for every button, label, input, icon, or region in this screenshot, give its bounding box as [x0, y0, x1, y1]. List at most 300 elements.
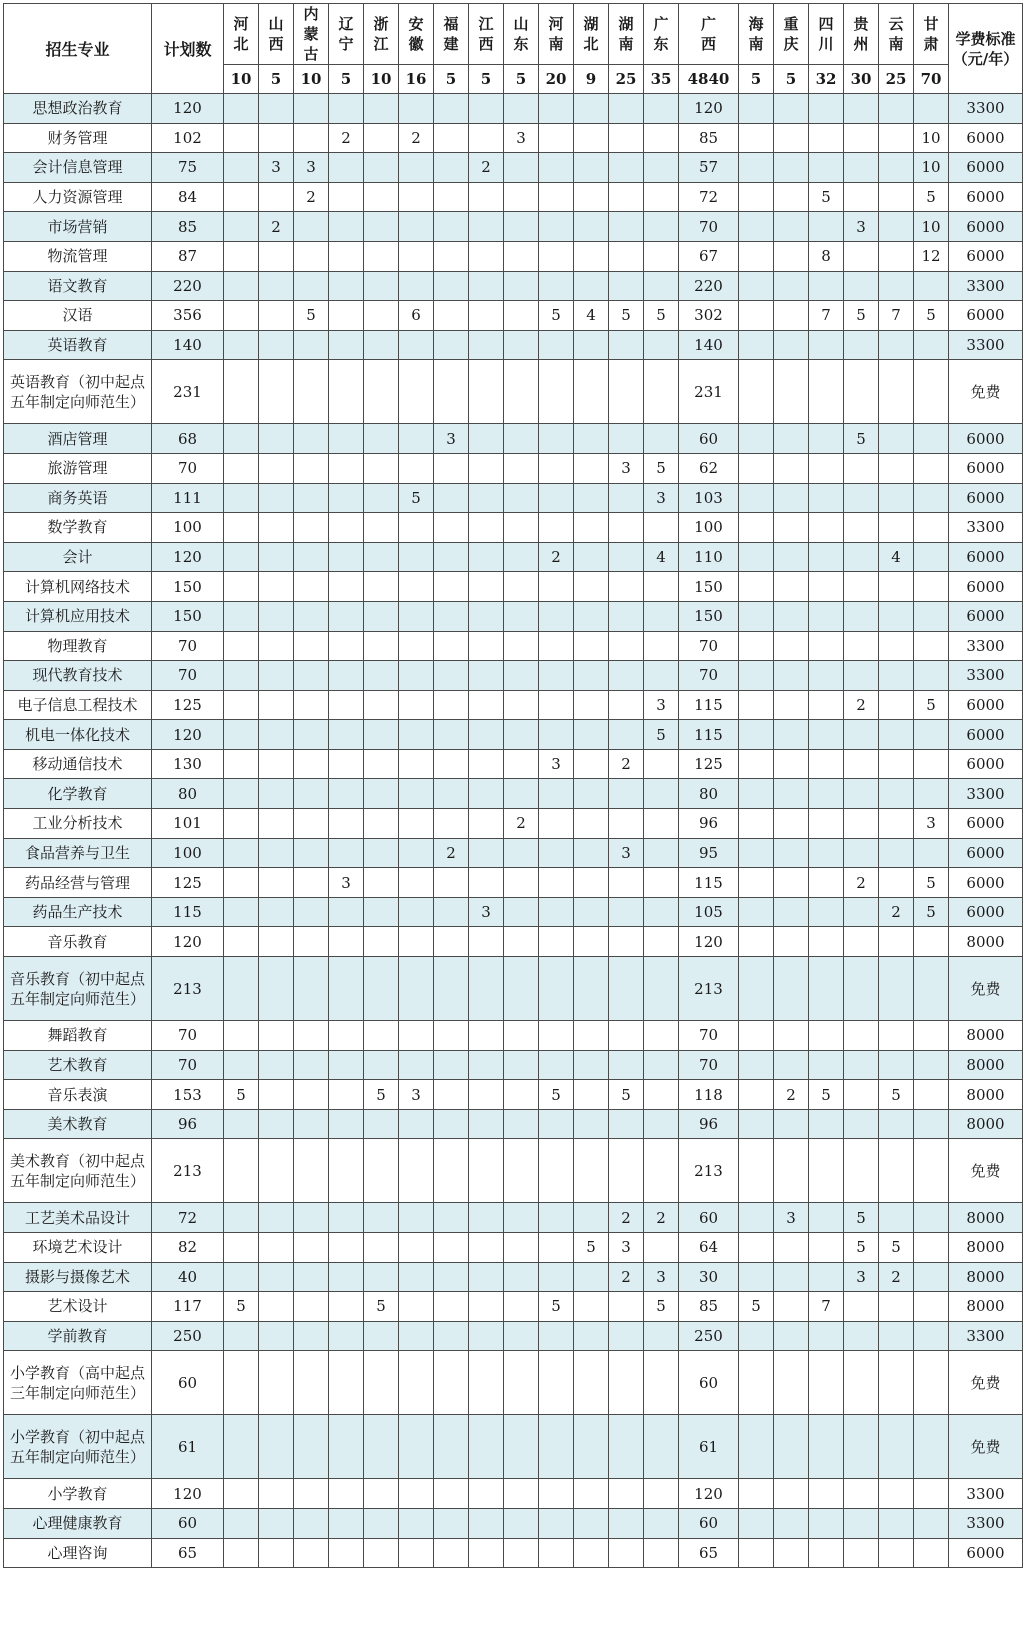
province-count-cell	[399, 241, 434, 271]
province-count-cell	[259, 1321, 294, 1351]
province-count-cell	[914, 1021, 949, 1051]
province-count-cell	[399, 1109, 434, 1139]
province-count-cell: 30	[679, 1262, 739, 1292]
province-count-cell	[774, 927, 809, 957]
province-count-cell	[739, 868, 774, 898]
province-count-cell	[809, 690, 844, 720]
province-quota: 5	[739, 65, 774, 94]
province-count-cell: 5	[914, 182, 949, 212]
province-count-cell	[434, 1203, 469, 1233]
province-count-cell	[809, 779, 844, 809]
province-count-cell: 5	[644, 301, 679, 331]
province-quota: 5	[469, 65, 504, 94]
major-cell: 汉语	[4, 301, 152, 331]
province-quota: 4840	[679, 65, 739, 94]
province-count-cell	[644, 838, 679, 868]
province-count-cell	[259, 1479, 294, 1509]
province-count-cell	[329, 572, 364, 602]
province-count-cell	[469, 1262, 504, 1292]
province-count-cell	[879, 483, 914, 513]
plan-cell: 231	[152, 360, 224, 424]
major-cell: 艺术教育	[4, 1050, 152, 1080]
province-count-cell	[364, 1538, 399, 1568]
fee-cell: 6000	[949, 690, 1023, 720]
province-count-cell	[844, 453, 879, 483]
province-count-cell	[774, 1415, 809, 1479]
province-name: 河南	[548, 15, 564, 53]
province-count-cell	[644, 631, 679, 661]
province-count-cell	[644, 1415, 679, 1479]
province-count-cell	[774, 720, 809, 750]
table-row	[4, 1508, 1023, 1538]
province-count-cell	[879, 661, 914, 691]
province-count-cell	[434, 927, 469, 957]
province-count-cell	[504, 690, 539, 720]
province-count-cell: 3	[469, 897, 504, 927]
province-count-cell: 5	[739, 1292, 774, 1322]
province-count-cell	[574, 1538, 609, 1568]
province-count-cell	[224, 271, 259, 301]
province-count-cell	[504, 1415, 539, 1479]
table-row	[4, 1233, 1023, 1263]
province-quota: 16	[399, 65, 434, 94]
province-count-cell: 3	[844, 212, 879, 242]
province-count-cell	[469, 483, 504, 513]
province-count-cell	[539, 631, 574, 661]
province-count-cell	[469, 1508, 504, 1538]
province-count-cell	[294, 1292, 329, 1322]
province-count-cell	[259, 1050, 294, 1080]
province-count-cell	[469, 424, 504, 454]
province-count-cell	[809, 897, 844, 927]
province-count-cell	[329, 542, 364, 572]
major-cell: 会计	[4, 542, 152, 572]
table-row	[4, 330, 1023, 360]
province-count-cell	[399, 1233, 434, 1263]
province-count-cell	[644, 271, 679, 301]
province-count-cell	[844, 1080, 879, 1110]
province-count-cell	[914, 453, 949, 483]
province-count-cell	[504, 453, 539, 483]
province-count-cell	[364, 1508, 399, 1538]
province-count-cell	[774, 513, 809, 543]
fee-cell: 8000	[949, 1203, 1023, 1233]
province-count-cell	[469, 1538, 504, 1568]
province-count-cell	[539, 182, 574, 212]
province-count-cell	[399, 661, 434, 691]
province-quota: 5	[329, 65, 364, 94]
province-count-cell	[434, 1021, 469, 1051]
province-count-cell	[434, 572, 469, 602]
province-count-cell	[844, 360, 879, 424]
province-count-cell	[774, 838, 809, 868]
province-count-cell	[774, 572, 809, 602]
major-cell: 小学教育（初中起点五年制定向师范生）	[4, 1415, 152, 1479]
province-count-cell	[739, 271, 774, 301]
province-count-cell	[469, 661, 504, 691]
province-count-cell: 2	[609, 1262, 644, 1292]
province-count-cell	[609, 1508, 644, 1538]
province-count-cell	[259, 1351, 294, 1415]
province-count-cell	[469, 241, 504, 271]
province-count-cell	[539, 424, 574, 454]
major-cell: 音乐教育（初中起点五年制定向师范生）	[4, 957, 152, 1021]
province-count-cell	[399, 927, 434, 957]
province-count-cell: 5	[914, 868, 949, 898]
province-count-cell	[739, 661, 774, 691]
province-count-cell	[539, 241, 574, 271]
plan-cell: 85	[152, 212, 224, 242]
table-header	[4, 4, 1023, 94]
province-count-cell	[224, 927, 259, 957]
province-count-cell	[809, 661, 844, 691]
province-count-cell	[329, 779, 364, 809]
province-count-cell: 3	[399, 1080, 434, 1110]
province-count-cell	[914, 838, 949, 868]
province-count-cell	[504, 513, 539, 543]
province-count-cell	[469, 1351, 504, 1415]
province-count-cell	[809, 957, 844, 1021]
province-count-cell	[469, 1050, 504, 1080]
province-count-cell	[259, 1508, 294, 1538]
province-count-cell	[609, 1321, 644, 1351]
province-count-cell	[574, 453, 609, 483]
province-count-cell	[259, 1292, 294, 1322]
province-count-cell	[774, 690, 809, 720]
province-count-cell: 7	[809, 1292, 844, 1322]
province-count-cell	[809, 330, 844, 360]
province-count-cell	[434, 957, 469, 1021]
province-count-cell	[329, 1021, 364, 1051]
province-count-cell	[644, 513, 679, 543]
province-count-cell	[914, 779, 949, 809]
plan-cell: 82	[152, 1233, 224, 1263]
province-count-cell	[739, 838, 774, 868]
province-count-cell	[294, 271, 329, 301]
province-count-cell	[644, 927, 679, 957]
province-count-cell	[329, 1351, 364, 1415]
province-quota: 10	[224, 65, 259, 94]
table-row	[4, 513, 1023, 543]
major-cell: 工业分析技术	[4, 809, 152, 839]
province-count-cell	[539, 1321, 574, 1351]
province-count-cell	[914, 271, 949, 301]
province-count-cell	[644, 330, 679, 360]
province-count-cell: 96	[679, 809, 739, 839]
plan-cell: 70	[152, 453, 224, 483]
province-count-cell: 5	[914, 897, 949, 927]
province-count-cell	[399, 720, 434, 750]
major-cell: 音乐表演	[4, 1080, 152, 1110]
province-count-cell: 2	[504, 809, 539, 839]
fee-cell: 6000	[949, 241, 1023, 271]
province-count-cell	[809, 1233, 844, 1263]
province-count-cell	[574, 1021, 609, 1051]
province-count-cell	[294, 1321, 329, 1351]
province-count-cell	[574, 661, 609, 691]
province-count-cell	[774, 1292, 809, 1322]
province-count-cell	[539, 572, 574, 602]
province-count-cell	[364, 927, 399, 957]
province-count-cell	[469, 927, 504, 957]
fee-cell: 3300	[949, 779, 1023, 809]
province-quota: 30	[844, 65, 879, 94]
province-count-cell	[879, 1139, 914, 1203]
province-count-cell	[469, 809, 504, 839]
table-row	[4, 1479, 1023, 1509]
province-count-cell	[434, 1415, 469, 1479]
province-count-cell	[259, 957, 294, 1021]
province-count-cell: 2	[539, 542, 574, 572]
province-count-cell	[644, 360, 679, 424]
province-count-cell	[294, 661, 329, 691]
fee-cell: 6000	[949, 301, 1023, 331]
province-count-cell	[809, 212, 844, 242]
province-count-cell	[844, 897, 879, 927]
province-header	[434, 4, 469, 65]
table-row	[4, 1415, 1023, 1479]
province-count-cell	[809, 572, 844, 602]
province-count-cell	[574, 1508, 609, 1538]
province-count-cell: 3	[294, 153, 329, 183]
table-row	[4, 241, 1023, 271]
province-count-cell: 7	[809, 301, 844, 331]
province-count-cell: 2	[469, 153, 504, 183]
province-count-cell	[259, 572, 294, 602]
province-count-cell	[294, 838, 329, 868]
fee-cell: 6000	[949, 601, 1023, 631]
province-quota: 32	[809, 65, 844, 94]
province-count-cell	[469, 271, 504, 301]
province-count-cell	[399, 631, 434, 661]
plan-cell: 87	[152, 241, 224, 271]
plan-cell: 70	[152, 1021, 224, 1051]
province-count-cell	[879, 1050, 914, 1080]
province-count-cell	[259, 453, 294, 483]
province-count-cell	[574, 749, 609, 779]
province-count-cell	[399, 868, 434, 898]
province-count-cell	[434, 897, 469, 927]
major-cell: 英语教育	[4, 330, 152, 360]
province-count-cell	[259, 1233, 294, 1263]
province-count-cell	[259, 1021, 294, 1051]
province-count-cell	[294, 1233, 329, 1263]
fee-cell: 3300	[949, 330, 1023, 360]
province-count-cell	[504, 1351, 539, 1415]
province-count-cell	[259, 1262, 294, 1292]
province-count-cell: 140	[679, 330, 739, 360]
province-count-cell: 60	[679, 1203, 739, 1233]
province-count-cell	[539, 1021, 574, 1051]
province-count-cell	[364, 690, 399, 720]
province-count-cell	[469, 1233, 504, 1263]
province-count-cell	[294, 690, 329, 720]
fee-cell: 3300	[949, 271, 1023, 301]
province-count-cell	[224, 631, 259, 661]
province-count-cell	[224, 779, 259, 809]
province-count-cell	[294, 779, 329, 809]
province-count-cell	[774, 749, 809, 779]
province-count-cell	[844, 123, 879, 153]
province-count-cell	[329, 631, 364, 661]
major-cell: 药品经营与管理	[4, 868, 152, 898]
province-count-cell	[539, 123, 574, 153]
province-count-cell	[609, 542, 644, 572]
province-count-cell	[774, 1139, 809, 1203]
province-count-cell	[574, 212, 609, 242]
province-count-cell	[739, 123, 774, 153]
province-count-cell	[504, 868, 539, 898]
table-row	[4, 301, 1023, 331]
province-name: 甘肃	[923, 15, 939, 53]
province-count-cell	[294, 868, 329, 898]
province-count-cell	[504, 424, 539, 454]
province-count-cell	[294, 1139, 329, 1203]
province-count-cell: 5	[644, 1292, 679, 1322]
fee-cell: 6000	[949, 483, 1023, 513]
province-count-cell	[914, 749, 949, 779]
province-count-cell	[434, 1292, 469, 1322]
province-count-cell	[539, 1479, 574, 1509]
province-count-cell	[609, 601, 644, 631]
province-count-cell	[844, 1479, 879, 1509]
province-count-cell	[259, 241, 294, 271]
province-count-cell	[879, 1203, 914, 1233]
province-count-cell	[879, 94, 914, 124]
province-count-cell	[399, 601, 434, 631]
province-count-cell	[399, 749, 434, 779]
province-name: 重庆	[783, 15, 799, 53]
plan-cell: 150	[152, 572, 224, 602]
province-header	[399, 4, 434, 65]
province-count-cell	[574, 631, 609, 661]
province-count-cell	[434, 601, 469, 631]
table-row	[4, 601, 1023, 631]
province-count-cell	[644, 897, 679, 927]
province-count-cell: 70	[679, 1021, 739, 1051]
province-count-cell	[879, 212, 914, 242]
province-count-cell	[609, 424, 644, 454]
province-count-cell: 2	[294, 182, 329, 212]
province-name: 海南	[748, 15, 764, 53]
province-count-cell: 118	[679, 1080, 739, 1110]
province-header	[879, 4, 914, 65]
province-count-cell	[809, 542, 844, 572]
fee-cell: 免费	[949, 1139, 1023, 1203]
province-count-cell	[294, 1538, 329, 1568]
province-count-cell	[259, 720, 294, 750]
province-count-cell	[574, 483, 609, 513]
province-count-cell	[774, 1050, 809, 1080]
province-count-cell	[329, 1262, 364, 1292]
province-count-cell	[539, 513, 574, 543]
province-count-cell	[774, 1351, 809, 1415]
province-count-cell	[329, 301, 364, 331]
province-name: 安徽	[408, 15, 424, 53]
province-header	[259, 4, 294, 65]
table-row	[4, 868, 1023, 898]
province-count-cell	[364, 1021, 399, 1051]
province-count-cell	[294, 957, 329, 1021]
table-row	[4, 749, 1023, 779]
province-count-cell	[504, 301, 539, 331]
province-count-cell	[224, 94, 259, 124]
province-count-cell	[879, 1109, 914, 1139]
province-count-cell	[609, 513, 644, 543]
province-count-cell	[469, 1321, 504, 1351]
province-count-cell	[809, 631, 844, 661]
province-count-cell	[809, 271, 844, 301]
province-header	[914, 4, 949, 65]
province-count-cell	[609, 720, 644, 750]
province-count-cell	[364, 749, 399, 779]
province-count-cell	[259, 897, 294, 927]
province-count-cell: 115	[679, 690, 739, 720]
province-count-cell	[809, 453, 844, 483]
province-count-cell	[364, 360, 399, 424]
province-count-cell	[224, 957, 259, 1021]
plan-cell: 213	[152, 957, 224, 1021]
province-count-cell	[609, 1415, 644, 1479]
fee-cell: 8000	[949, 1080, 1023, 1110]
province-count-cell	[434, 1050, 469, 1080]
province-count-cell	[539, 483, 574, 513]
province-count-cell	[399, 1203, 434, 1233]
province-count-cell	[399, 1292, 434, 1322]
province-count-cell	[809, 868, 844, 898]
province-count-cell	[434, 749, 469, 779]
province-count-cell	[504, 572, 539, 602]
province-count-cell	[844, 572, 879, 602]
province-count-cell	[609, 1109, 644, 1139]
province-count-cell	[879, 153, 914, 183]
major-cell: 舞蹈教育	[4, 1021, 152, 1051]
province-count-cell	[739, 360, 774, 424]
province-count-cell	[434, 720, 469, 750]
province-count-cell	[574, 182, 609, 212]
province-count-cell	[774, 1321, 809, 1351]
province-count-cell	[399, 779, 434, 809]
province-count-cell	[539, 809, 574, 839]
province-count-cell: 3	[914, 809, 949, 839]
province-count-cell: 302	[679, 301, 739, 331]
fee-cell: 6000	[949, 424, 1023, 454]
province-count-cell	[224, 572, 259, 602]
province-count-cell	[809, 1479, 844, 1509]
province-count-cell: 5	[844, 1233, 879, 1263]
province-count-cell: 3	[434, 424, 469, 454]
province-count-cell	[809, 749, 844, 779]
province-count-cell	[364, 661, 399, 691]
fee-cell: 8000	[949, 1262, 1023, 1292]
province-count-cell: 3	[504, 123, 539, 153]
province-count-cell	[879, 1321, 914, 1351]
province-count-cell: 57	[679, 153, 739, 183]
fee-cell: 3300	[949, 513, 1023, 543]
plan-cell: 70	[152, 661, 224, 691]
major-cell: 商务英语	[4, 483, 152, 513]
province-count-cell	[539, 330, 574, 360]
province-count-cell: 62	[679, 453, 739, 483]
fee-cell: 6000	[949, 749, 1023, 779]
province-count-cell	[574, 690, 609, 720]
province-count-cell	[434, 94, 469, 124]
plan-cell: 130	[152, 749, 224, 779]
province-count-cell	[644, 749, 679, 779]
province-quota: 25	[609, 65, 644, 94]
province-count-cell	[399, 271, 434, 301]
table-row	[4, 1203, 1023, 1233]
